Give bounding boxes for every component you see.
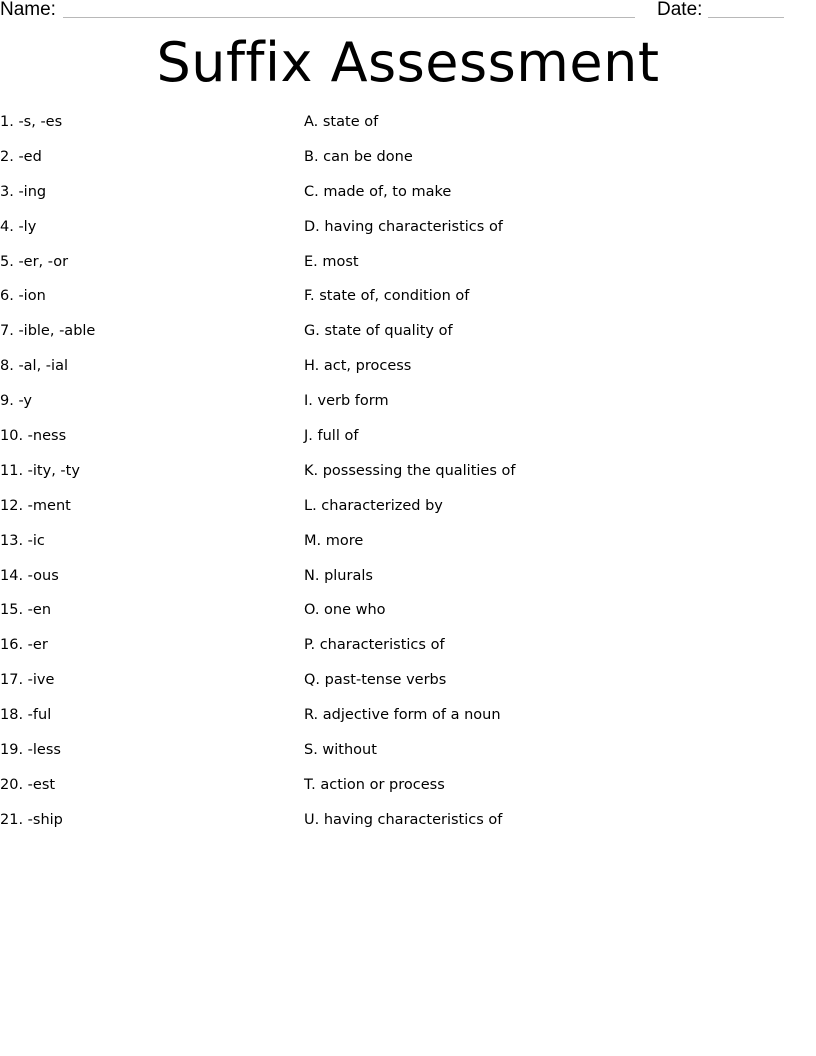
meaning-item: H. act, process: [304, 358, 412, 375]
header: [0, 0, 816, 24]
suffix-item: 21. -ship: [0, 811, 63, 828]
meaning-item: O. one who: [304, 602, 386, 619]
suffix-item: 20. -est: [0, 776, 56, 793]
suffix-item: 13. -ic: [0, 532, 45, 549]
meaning-item: N. plurals: [304, 567, 373, 584]
meaning-list: [304, 112, 784, 845]
date-blank-line: [708, 17, 784, 18]
suffix-item: 9. -y: [0, 393, 33, 410]
suffix-item: 5. -er, -or: [0, 253, 69, 270]
meaning-item: M. more: [304, 532, 364, 549]
suffix-item: 11. -ity, -ty: [0, 462, 80, 479]
meaning-item: B. can be done: [304, 148, 413, 165]
meaning-item: A. state of: [304, 114, 379, 130]
suffix-item: 14. -ous: [0, 567, 59, 584]
meaning-item: U. having characteristics of: [304, 811, 503, 828]
suffix-item: 7. -ible, -able: [0, 323, 96, 340]
meaning-item: F. state of, condition of: [304, 288, 470, 305]
suffix-item: 3. -ing: [0, 183, 47, 200]
meaning-item: J. full of: [304, 428, 359, 445]
date-label: Date:: [657, 0, 703, 20]
meaning-item: E. most: [304, 253, 359, 270]
suffix-list: [0, 112, 290, 845]
suffix-item: 15. -en: [0, 602, 52, 619]
suffix-item: 1. -s, -es: [0, 114, 63, 130]
meaning-item: S. without: [304, 742, 377, 759]
suffix-item: 8. -al, -ial: [0, 358, 68, 375]
meaning-item: Q. past-tense verbs: [304, 672, 447, 689]
meaning-item: T. action or process: [304, 776, 445, 793]
suffix-item: 16. -er: [0, 637, 48, 654]
suffix-item: 4. -ly: [0, 218, 37, 235]
meaning-item: L. characterized by: [304, 497, 443, 514]
meaning-item: K. possessing the qualities of: [304, 462, 516, 479]
suffix-item: 2. -ed: [0, 148, 42, 165]
meaning-item: G. state of quality of: [304, 323, 453, 340]
name-label: Name:: [0, 0, 56, 20]
suffix-item: 12. -ment: [0, 497, 71, 514]
meaning-item: R. adjective form of a noun: [304, 707, 501, 724]
meaning-item: P. characteristics of: [304, 637, 445, 654]
page-title: Suffix Assessment: [156, 31, 660, 94]
suffix-item: 19. -less: [0, 742, 61, 759]
suffix-item: 17. -ive: [0, 672, 55, 689]
meaning-item: C. made of, to make: [304, 183, 452, 200]
suffix-item: 18. -ful: [0, 707, 52, 724]
meaning-item: I. verb form: [304, 393, 389, 410]
suffix-item: 10. -ness: [0, 428, 67, 445]
name-blank-line: [63, 17, 635, 18]
meaning-item: D. having characteristics of: [304, 218, 503, 235]
suffix-item: 6. -ion: [0, 288, 46, 305]
